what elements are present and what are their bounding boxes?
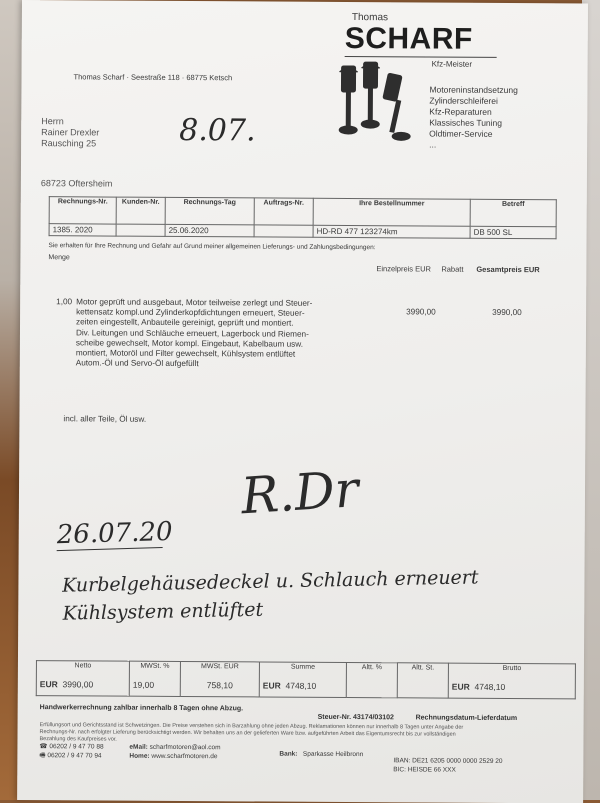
item-unit-price: 3990,00	[406, 307, 436, 317]
brutto-currency: EUR	[451, 681, 470, 692]
bic: BIC: HEISDE 66 XXX	[393, 766, 456, 774]
bank-label: Bank:	[279, 750, 298, 758]
summe-label: Summe	[290, 663, 316, 671]
mwst-pct-value: 19,00	[132, 679, 155, 690]
intro-text: Sie erhalten für Ihre Rechnung und Gefahr auf Grund meiner allgemeinen Lieferungs- und Zahlungsbedingungen:	[48, 242, 376, 252]
brutto-amount: 4748,10	[474, 681, 506, 692]
email-address: scharfmotoren@aol.com	[149, 743, 221, 752]
totals-altt-st-cell	[397, 663, 448, 698]
service-item: Zylinderschleiferei	[429, 95, 498, 106]
netto-value	[40, 679, 126, 690]
fine-print	[39, 722, 574, 746]
handwritten-date-bottom: 26.07.20	[56, 516, 173, 551]
home-label: Home:	[129, 752, 150, 760]
header-betreff: Betreff	[470, 199, 556, 227]
value-auftrags-nr	[254, 225, 313, 237]
column-label-einzelpreis: Einzelpreis EUR	[376, 264, 432, 274]
invoice-meta-table	[49, 196, 557, 239]
tax-number: Steuer-Nr. 43174/03102	[317, 713, 394, 722]
item-line: Div. Leitungen und Schläuche erneuert, Lagerbock und Riemen-	[75, 327, 309, 339]
invoice-paper	[17, 0, 588, 803]
service-item: Motoreninstandsetzung	[429, 84, 518, 96]
company-name: SCHARF	[344, 21, 473, 56]
header-rechnungs-nr: Rechnungs-Nr.	[49, 197, 116, 224]
value-betreff: DB 500 SL	[470, 226, 556, 239]
handwritten-note	[62, 563, 480, 627]
iban: IBAN: DE21 6205 0000 0000 2529 20	[393, 757, 503, 765]
company-title: Kfz-Meister	[431, 59, 473, 69]
brutto-value	[452, 682, 572, 693]
recipient-city: 68723 Oftersheim	[40, 178, 113, 189]
service-item: Oldtimer-Service	[429, 128, 493, 139]
item-line: Autom.-Öl und Servo-Öl aufgefüllt	[75, 358, 199, 369]
brutto-label: Brutto	[502, 664, 522, 673]
sender-line: Thomas Scharf · Seestraße 118 · 68775 Ketsch	[73, 72, 233, 83]
header-rechnungs-tag: Rechnungs-Tag	[165, 197, 254, 225]
home-url: www.scharfmotoren.de	[151, 752, 218, 761]
handwritten-note-line: Kurbelgehäusedeckel u. Schlauch erneuert	[61, 566, 479, 597]
email-label: eMail:	[129, 743, 148, 751]
value-rechnungs-tag: 25.06.2020	[165, 224, 254, 237]
header-bestellnummer: Ihre Bestellnummer	[313, 198, 470, 226]
service-item: Kfz-Reparaturen	[429, 106, 492, 117]
item-quantity: 1,00	[56, 297, 73, 307]
totals-summe-cell	[259, 662, 346, 698]
item-line: zeiten eingestellt, Anbauteile gereinigt, geprüft und montiert.	[76, 317, 294, 329]
value-bestellnummer: HD-RD 477 123274km	[313, 225, 470, 238]
handwritten-date-top: 8.07.	[179, 112, 256, 149]
bank-name: Sparkasse Heilbronn	[302, 750, 364, 759]
services-list	[429, 84, 518, 151]
date-label: Rechnungsdatum-Lieferdatum	[415, 714, 518, 723]
recipient-salutation: Herrn	[41, 116, 64, 127]
recipient-address	[41, 116, 99, 149]
service-item: ...	[429, 139, 437, 150]
header-auftrags-nr: Auftrags-Nr.	[254, 198, 313, 225]
handwritten-signature: R.Dr	[239, 460, 361, 526]
item-line: Motor geprüft und ausgebaut, Motor teilweise zerlegt und Steuer-	[76, 297, 313, 308]
item-line: scheibe gewechselt, Motor kompl. Eingebaut, Kabelbaum usw.	[75, 338, 304, 349]
item-note: incl. aller Teile, Öl usw.	[63, 414, 147, 424]
bank-block	[279, 750, 363, 760]
engine-valves-logo	[333, 60, 424, 145]
item-line: kettensatz kompl.und Zylinderkopfdichtungen erneuert, Steuer-	[76, 307, 305, 318]
phone-icon: ☎	[39, 743, 48, 751]
payment-terms: Handwerkerrechnung zahlbar innerhalb 8 Tagen ohne Abzug.	[39, 704, 244, 713]
item-total-price: 3990,00	[492, 307, 522, 318]
value-kunden-nr	[116, 224, 165, 236]
fine-print-line: Bezahlung des Kaufpreises vor.	[39, 736, 117, 743]
summe-currency: EUR	[262, 680, 281, 691]
mwst-eur-label: MWSt. EUR	[201, 663, 239, 671]
iban-block	[393, 756, 502, 775]
column-label-rabatt: Rabatt	[441, 264, 464, 274]
phone-number: 06202 / 9 47 70 88	[49, 743, 104, 751]
totals-table	[36, 660, 576, 699]
phone-block	[39, 742, 103, 760]
item-line: montiert, Motoröl und Filter gewechselt, Kühlsystem entlüftet	[75, 348, 296, 359]
totals-altt-pct-cell	[346, 662, 397, 697]
mwst-pct-label: MWSt. %	[140, 662, 170, 670]
company-first-name: Thomas	[351, 12, 389, 24]
column-label-menge: Menge	[48, 254, 70, 262]
summe-amount: 4748,10	[285, 680, 317, 691]
fine-print-line: Rechnungs-Nr. nach erfolgter Lieferung berücksichtigt werden. Wir behalten uns an der gelieferten Ware bzw. aufgeführten Arbeit das Eigentumsrecht bis zur vollständigen	[39, 729, 456, 738]
recipient-name: Rainer Drexler	[41, 127, 100, 138]
totals-brutto-cell	[448, 663, 575, 699]
column-label-gesamtpreis: Gesamtpreis EUR	[476, 264, 540, 275]
netto-currency: EUR	[39, 679, 58, 690]
mwst-eur-value: 758,10	[206, 680, 233, 691]
item-description	[76, 297, 376, 370]
fax-icon: 🖷	[39, 752, 46, 760]
summe-value	[263, 680, 343, 690]
value-rechnungs-nr: 1385. 2020	[49, 224, 116, 236]
altt-pct-label: Altt. %	[361, 664, 383, 672]
totals-mwst-pct-cell	[129, 661, 180, 696]
brand-rule	[345, 56, 497, 58]
handwritten-note-line: Kühlsystem entlüftet	[62, 598, 264, 625]
netto-label: Netto	[74, 662, 92, 670]
fax-number: 06202 / 9 47 70 94	[47, 752, 102, 760]
totals-netto-cell	[36, 661, 129, 697]
totals-mwst-eur-cell	[180, 661, 259, 696]
netto-amount: 3990,00	[62, 679, 94, 690]
header-kunden-nr: Kunden-Nr.	[116, 197, 165, 224]
recipient-street: Rausching 25	[41, 138, 97, 149]
online-block	[129, 743, 220, 762]
fine-print-line: Erfüllungsort und Gerichtsstand ist Schwetzingen. Die Preise verstehen sich in Barzahlung ohne jeden Abzug. Reklamationen können nur innerhalb 8 Tagen unter Angabe der	[39, 722, 464, 731]
altt-st-label: Altt. St.	[411, 664, 435, 672]
service-item: Klassisches Tuning	[429, 117, 503, 128]
